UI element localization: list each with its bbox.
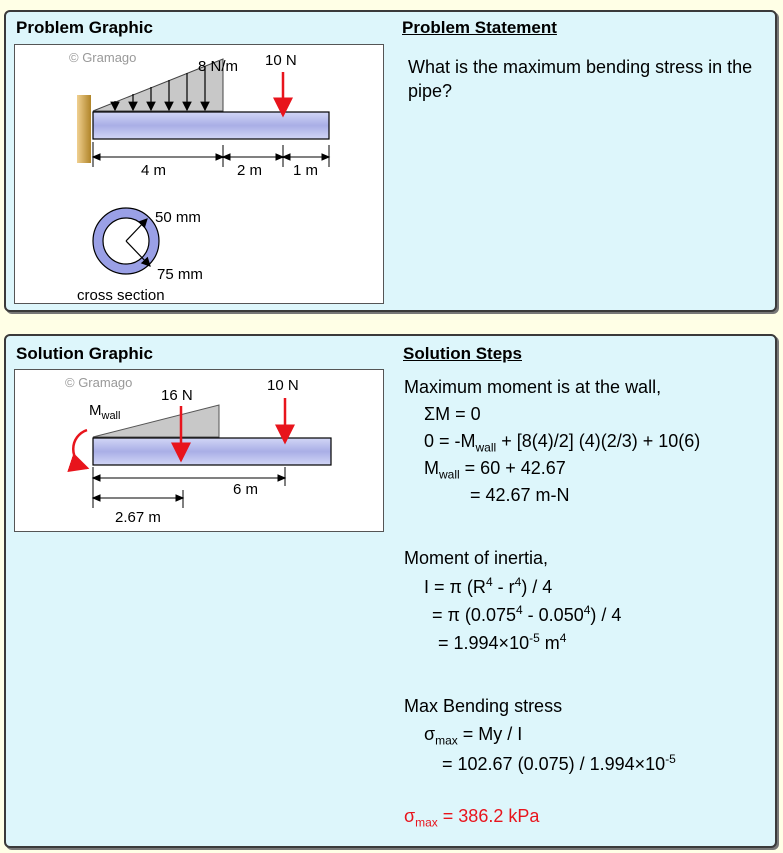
- step-4: $M_{wall} = 60 + 42.67$: [424, 458, 566, 482]
- step-3: $0 = -M_{wall} + [8(4)/2] (4)(2/3) + 10(6)$: [424, 431, 701, 455]
- step-1: Maximum moment is at the wall,: [404, 377, 662, 397]
- point-load-label: 10 N: [267, 377, 299, 394]
- solution-figure: [14, 369, 384, 532]
- problem-statement-text: What is the maximum bending stress in the pipe?: [408, 57, 753, 101]
- outer-radius-label: 75 mm: [157, 266, 203, 283]
- final-answer: $\sigma_{max} = 386.2$ kPa: [404, 806, 540, 830]
- pipe-beam: [93, 112, 329, 139]
- step-10: Max Bending stress: [404, 696, 563, 716]
- step-9: = $1.994\times 10^{-5}$ $m^4$: [438, 631, 567, 653]
- problem-diagram: [15, 45, 383, 303]
- wall-moment-arrow: [73, 430, 87, 468]
- pipe-beam: [93, 438, 331, 465]
- solution-panel: [4, 334, 777, 848]
- point-load-label: 10 N: [265, 52, 297, 69]
- problem-statement-heading: Problem Statement: [402, 18, 557, 37]
- dim-2-67m: 2.67 m: [115, 509, 161, 526]
- solution-steps-heading: Solution Steps: [403, 344, 522, 363]
- watermark: © Gramago: [65, 375, 133, 390]
- dim-2m: 2 m: [237, 162, 263, 179]
- resultant-label: 16 N: [161, 387, 193, 404]
- problem-panel: [4, 10, 777, 312]
- dim-6m: 6 m: [233, 481, 259, 498]
- inner-radius-label: 50 mm: [155, 209, 201, 226]
- dist-load-label: 8 N/m: [198, 58, 239, 75]
- step-8: = π (0.075$^4$ - 0.050$^4$) / 4: [432, 603, 622, 625]
- step-5: = 42.67 m-N: [470, 485, 570, 505]
- step-12: = 102.67 $(0.075) / 1.994\times 10^{-5}$: [442, 752, 676, 774]
- dim-4m: 4 m: [141, 162, 167, 179]
- step-7: I = π $(R^4 - r^4) / 4$: [424, 575, 553, 597]
- problem-figure: [14, 44, 384, 304]
- wall-support: [77, 95, 91, 163]
- cross-section-label: cross section: [77, 287, 165, 303]
- step-11: $\sigma_{max} = My / I$: [424, 724, 523, 748]
- solution-diagram: [15, 370, 383, 531]
- moment-label: $M_{wall}$: [89, 402, 121, 422]
- dim-1m: 1 m: [293, 162, 319, 179]
- problem-graphic-heading: Problem Graphic: [16, 18, 153, 37]
- solution-graphic-heading: Solution Graphic: [16, 344, 153, 363]
- watermark: © Gramago: [69, 50, 137, 65]
- step-2: ΣM = 0: [424, 404, 481, 424]
- step-6: Moment of inertia,: [404, 548, 549, 568]
